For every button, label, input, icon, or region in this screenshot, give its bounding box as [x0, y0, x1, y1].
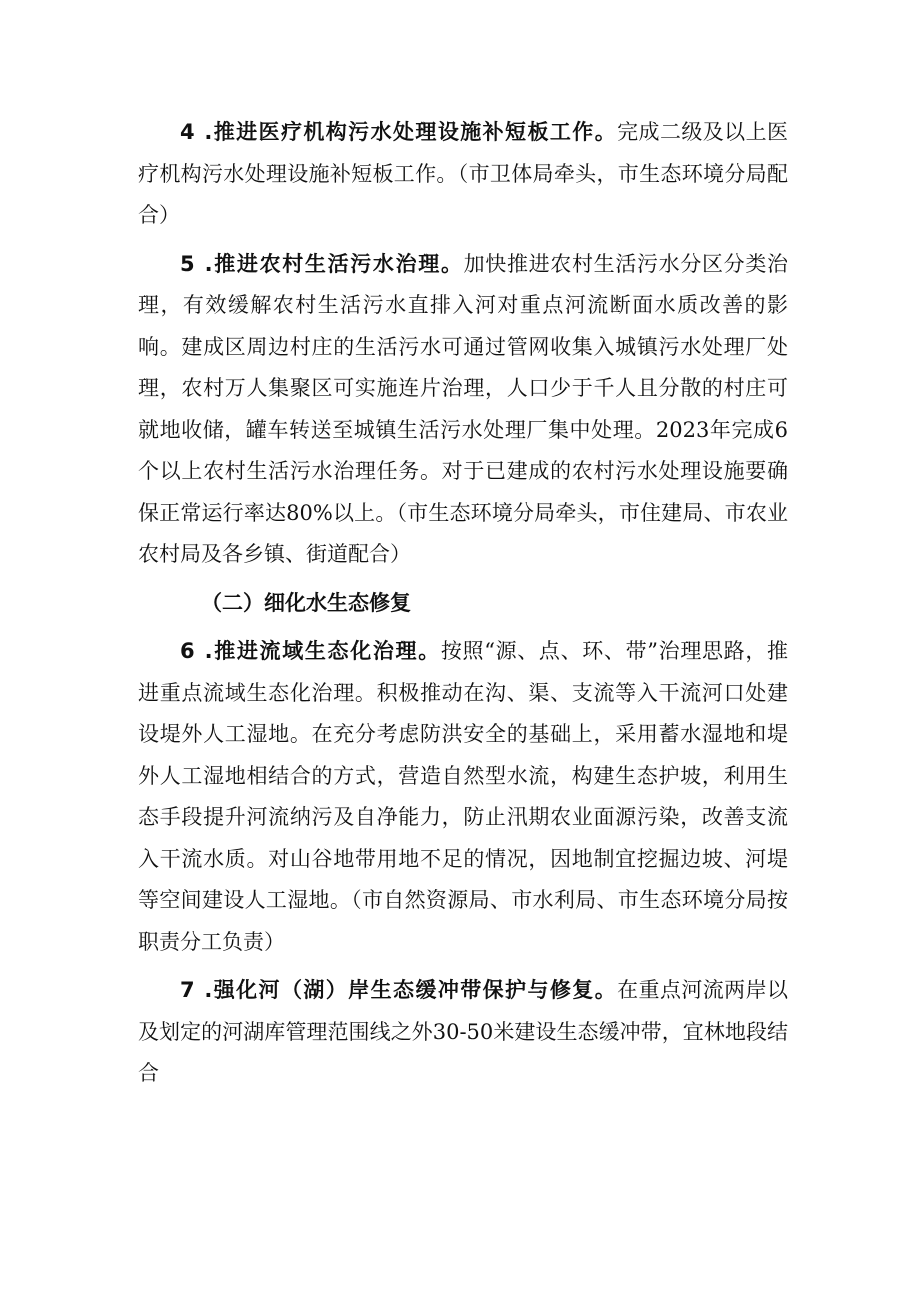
paragraph-heading: 5 .推进农村生活污水治理。 — [180, 251, 464, 276]
paragraph-heading: 4 .推进医疗机构污水处理设施补短板工作。 — [180, 120, 618, 144]
paragraph-body: 按照“源、点、环、带”治理思路，推进重点流域生态化治理。积极推动在沟、渠、支流等入干流河口处建设堤外人工湿地。在充分考虑防洪安全的基础上，采用蓄水湿地和堤外人工湿地相结合的方式，营造自然型水流，构建生态护坡，利用生态手段提升河流纳污及自净能力，防止汛期农业面源污染，改善支流入干流水质。对山谷地带用地不足的情况，因地制宜挖掘边坡、河堤等空间建设人工湿地。（市自然资源局、市水利局、市生态环境分局按职责分工负责） — [138, 639, 788, 954]
paragraph-body: 完成二级及以上医疗机构污水处理设施补短板工作。（市卫体局牵头，市生态环境分局配合） — [138, 120, 789, 227]
paragraph-item-4 — [138, 112, 788, 237]
paragraph-heading: 6 .推进流域生态化治理。 — [180, 639, 441, 663]
paragraph-item-7 — [138, 970, 788, 1095]
paragraph-heading: 7 .强化河（湖）岸生态缓冲带保护与修复。 — [180, 978, 618, 1002]
document-body — [138, 112, 788, 1102]
paragraph-body: 加快推进农村生活污水分区分类治理，有效缓解农村生活污水直排入河对重点河流断面水质改善的影响。建成区周边村庄的生活污水可通过管网收集入城镇污水处理厂处理，农村万人集聚区可实施连片治理，人口少于千人且分散的村庄可就地收储，罐车转送至城镇生活污水处理厂集中处理。2023年完成6个以上农村生活污水治理任务。对于已建成的农村污水处理设施要确保正常运行率达80%以上。（市生态环境分局牵头，市住建局、市农业农村局及各乡镇、街道配合） — [138, 251, 789, 566]
paragraph-body: 在重点河流两岸以及划定的河湖库管理范围线之外30-50米建设生态缓冲带，宜林地段结合 — [138, 978, 789, 1085]
paragraph-item-6 — [138, 631, 788, 963]
paragraph-item-5 — [138, 244, 788, 576]
section-title: （二）细化水生态修复 — [201, 590, 411, 615]
